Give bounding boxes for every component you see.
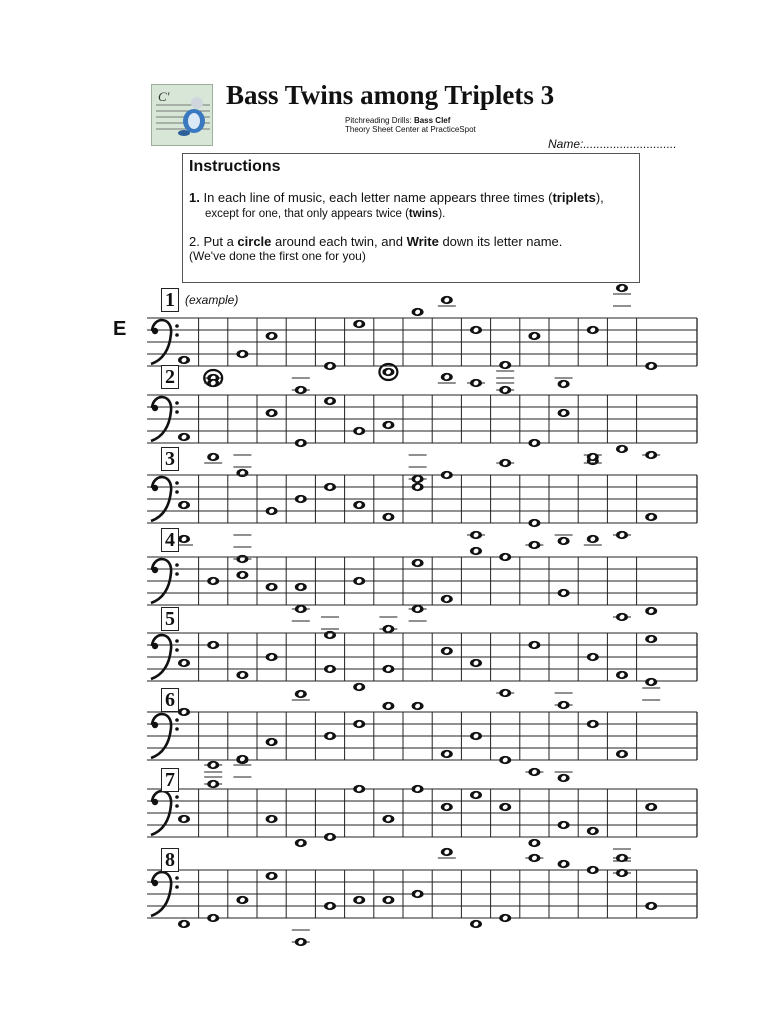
note-head [236,469,248,477]
note-head [587,453,599,461]
note-head [470,531,482,539]
note-head [499,756,511,764]
note-head [470,326,482,334]
row-number-label: 1 [161,288,179,312]
note-head [353,785,365,793]
note-head [499,361,511,369]
note-head [295,495,307,503]
note-head [528,439,540,447]
page-title: Bass Twins among Triplets 3 [226,80,555,110]
note-head [207,577,219,585]
note-head [412,890,424,898]
note-head [645,451,657,459]
note-head [353,683,365,691]
note-head [266,738,278,746]
instructions-heading: Instructions [189,158,281,175]
note-head [528,332,540,340]
note-head [645,362,657,370]
note-head [412,308,424,316]
step1-text-c: ), [595,190,604,205]
note-head [441,471,453,479]
note-head [266,409,278,417]
note-head [324,483,336,491]
note-head [587,866,599,874]
note-head [441,848,453,856]
staff-row-8 [147,848,697,946]
note-head [412,605,424,613]
step1-text-e: twins [408,208,439,220]
note-head [353,427,365,435]
note-head [558,774,570,782]
note-head [295,839,307,847]
note-head [528,854,540,862]
note-head [324,902,336,910]
note-head [558,537,570,545]
example-label: (example) [185,293,239,307]
note-head [236,896,248,904]
note-head [207,761,219,769]
note-head [441,296,453,304]
note-head [382,815,394,823]
note-head [412,785,424,793]
note-head [178,708,190,716]
subtitle-bold: Bass Clef [413,116,451,125]
note-head [295,605,307,613]
note-head [587,720,599,728]
note-head [324,665,336,673]
note-head [528,641,540,649]
note-head [558,701,570,709]
row-number-label: 3 [161,447,179,471]
staff-row-1 [147,284,697,394]
note-head [412,559,424,567]
row-number-label: 4 [161,528,179,552]
note-head [266,332,278,340]
note-head [266,653,278,661]
note-head [470,791,482,799]
staff-row-5 [147,605,697,709]
note-head [587,326,599,334]
step2-text-f: (We've done the first one for you) [189,249,366,263]
note-head [470,547,482,555]
note-head [528,519,540,527]
note-head [558,589,570,597]
note-head [645,607,657,615]
step2-text-a: 2. Put a [189,234,238,249]
row-number-label: 7 [161,768,179,792]
note-head [207,914,219,922]
note-head [178,659,190,667]
note-head [558,409,570,417]
logo-letter: C' [158,89,170,104]
note-head [499,803,511,811]
note-head [616,671,628,679]
step2-text-b: circle [237,234,272,249]
note-head [236,755,248,763]
staff-row-4 [147,535,697,639]
note-head [266,583,278,591]
note-head [353,720,365,728]
note-head [266,872,278,880]
note-head [558,380,570,388]
note-head [412,475,424,483]
note-head [353,896,365,904]
step1-number: 1. [189,190,200,205]
note-head [470,920,482,928]
note-head [207,379,219,387]
staff-row-7 [147,755,697,877]
row-number-label: 5 [161,607,179,631]
note-head [616,750,628,758]
note-head [441,803,453,811]
note-head [382,513,394,521]
row-number-label: 8 [161,848,179,872]
note-head [616,613,628,621]
note-head [587,535,599,543]
example-answer: E [113,318,127,340]
step1-text-f: ). [438,208,446,220]
note-head [499,386,511,394]
note-head [645,902,657,910]
note-head [178,433,190,441]
note-head [382,421,394,429]
note-head [178,920,190,928]
name-field-label: Name:............................ [548,137,677,151]
note-head [382,665,394,673]
step1-text-a: In each line of music, each letter name appears three times ( [199,190,553,205]
note-head [499,689,511,697]
note-head [324,631,336,639]
note-head [645,678,657,686]
note-head [382,368,394,376]
note-head [295,583,307,591]
note-head [382,702,394,710]
note-head [587,827,599,835]
note-head [499,553,511,561]
note-head [470,379,482,387]
note-head [528,768,540,776]
note-head [353,501,365,509]
step1-text-d: except for one, that only appears twice ( [205,208,409,220]
note-head [324,362,336,370]
note-head [412,483,424,491]
step2-text-e: down its letter name. [438,234,563,249]
note-head [324,397,336,405]
note-head [441,595,453,603]
note-head [236,671,248,679]
note-head [528,541,540,549]
note-head [178,815,190,823]
note-head [558,860,570,868]
note-head [441,373,453,381]
note-head [441,647,453,655]
note-head [178,501,190,509]
note-head [499,914,511,922]
note-head [207,641,219,649]
note-head [236,350,248,358]
note-head [266,815,278,823]
note-head [266,507,278,515]
row-number-label: 2 [161,365,179,389]
note-head [470,659,482,667]
note-head [236,571,248,579]
step1-text-b: triplets [552,190,596,205]
note-head [295,386,307,394]
note-head [499,459,511,467]
subtitle-prefix: Pitchreading Drills: [345,116,412,125]
note-head [382,896,394,904]
note-head [353,320,365,328]
note-head [295,938,307,946]
note-head [616,284,628,292]
note-head [207,453,219,461]
note-head [324,732,336,740]
note-head [558,821,570,829]
note-head [645,635,657,643]
note-head [441,750,453,758]
note-head [616,531,628,539]
note-head [645,513,657,521]
note-head [353,577,365,585]
staff-row-2 [147,361,697,483]
note-head [324,833,336,841]
note-head [616,445,628,453]
subtitle-line2: Theory Sheet Center at PracticeSpot [345,125,476,134]
note-head [528,839,540,847]
note-head [587,653,599,661]
note-head [295,690,307,698]
note-head [382,625,394,633]
row-number-label: 6 [161,688,179,712]
note-head [295,439,307,447]
staff-row-3 [147,453,697,563]
note-head [470,732,482,740]
note-head [178,356,190,364]
step2-text-d: Write [406,234,439,249]
note-head [616,854,628,862]
note-head [236,555,248,563]
step2-text-c: around each twin, and [271,234,407,249]
note-head [178,535,190,543]
note-head [645,803,657,811]
note-head [207,780,219,788]
staff-row-6 [147,678,697,788]
note-head [412,702,424,710]
